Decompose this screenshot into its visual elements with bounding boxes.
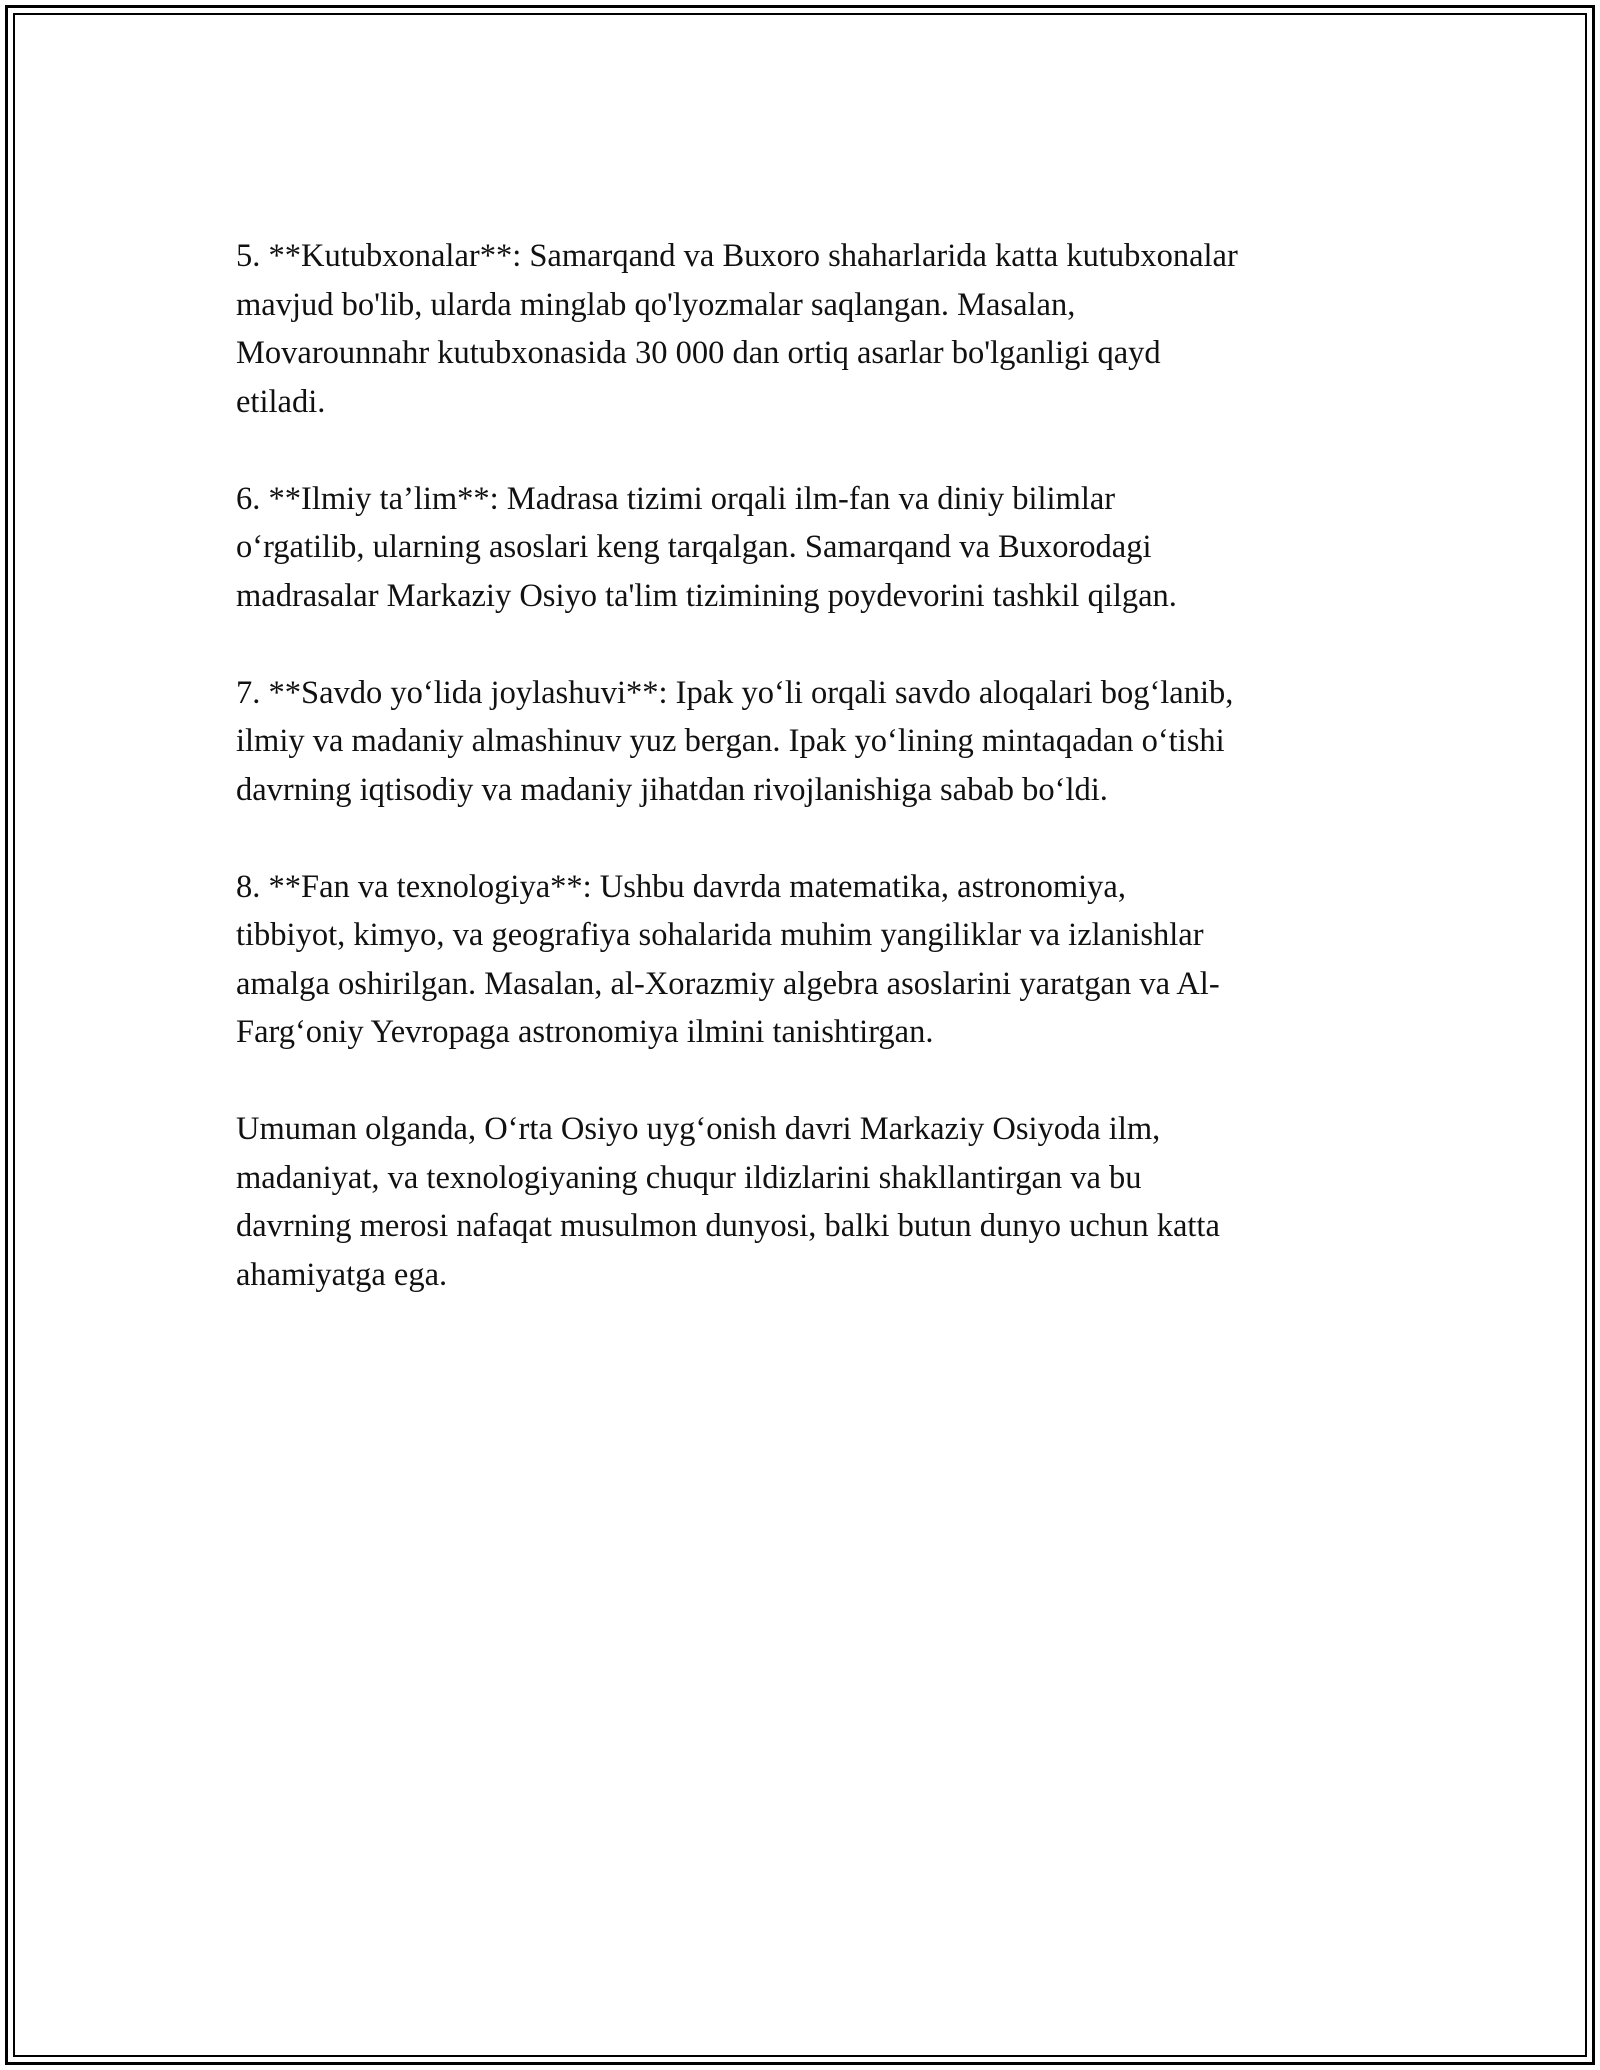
- text-line: tibbiyot, kimyo, va geografiya sohalarida muhim yangiliklar va izlanishlar: [236, 917, 1204, 953]
- text-line: 8. **Fan va texnologiya**: Ushbu davrda matematika, astronomiya,: [236, 868, 1126, 905]
- text-line: 5. **Kutubxonalar**: Samarqand va Buxoro shaharlarida katta kutubxonalar: [236, 238, 1238, 274]
- paragraph-fan-texnologiya: [236, 863, 1386, 1057]
- text-line: mavjud bo'lib, ularda minglab qo'lyozmalar saqlangan. Masalan,: [236, 286, 1076, 323]
- text-line: ilmiy va madaniy almashinuv yuz bergan. Ipak yo‘lining mintaqadan o‘tishi: [236, 723, 1225, 759]
- text-line: Movarounnahr kutubxonasida 30 000 dan ortiq asarlar bo'lganligi qayd: [236, 335, 1161, 371]
- text-line: Farg‘oniy Yevropaga astronomiya ilmini tanishtirgan.: [236, 1014, 934, 1050]
- text-line: amalga oshirilgan. Masalan, al-Xorazmiy algebra asoslarini yaratgan va Al-: [236, 965, 1220, 1002]
- document-body: [236, 232, 1386, 1348]
- text-line: davrning iqtisodiy va madaniy jihatdan rivojlanishiga sabab bo‘ldi.: [236, 771, 1108, 808]
- text-line: o‘rgatilib, ularning asoslari keng tarqalgan. Samarqand va Buxorodagi: [236, 529, 1152, 565]
- text-line: madrasalar Markaziy Osiyo ta'lim tizimining poydevorini tashkil qilgan.: [236, 577, 1177, 614]
- text-line: madaniyat, va texnologiyaning chuqur ildizlarini shakllantirgan va bu: [236, 1159, 1142, 1196]
- text-line: ahamiyatga ega.: [236, 1256, 448, 1293]
- paragraph-conclusion: [236, 1105, 1386, 1299]
- text-line: etiladi.: [236, 383, 326, 420]
- text-line: davrning merosi nafaqat musulmon dunyosi, balki butun dunyo uchun katta: [236, 1208, 1220, 1244]
- paragraph-kutubxonalar: [236, 232, 1386, 426]
- text-line: 6. **Ilmiy ta’lim**: Madrasa tizimi orqali ilm-fan va diniy bilimlar: [236, 480, 1116, 517]
- paragraph-savdo-yolida: [236, 669, 1386, 815]
- paragraph-ilmiy-talim: [236, 475, 1386, 621]
- text-line: Umuman olganda, O‘rta Osiyo uyg‘onish davri Markaziy Osiyoda ilm,: [236, 1111, 1161, 1147]
- text-line: 7. **Savdo yo‘lida joylashuvi**: Ipak yo‘li orqali savdo aloqalari bog‘lanib,: [236, 674, 1234, 711]
